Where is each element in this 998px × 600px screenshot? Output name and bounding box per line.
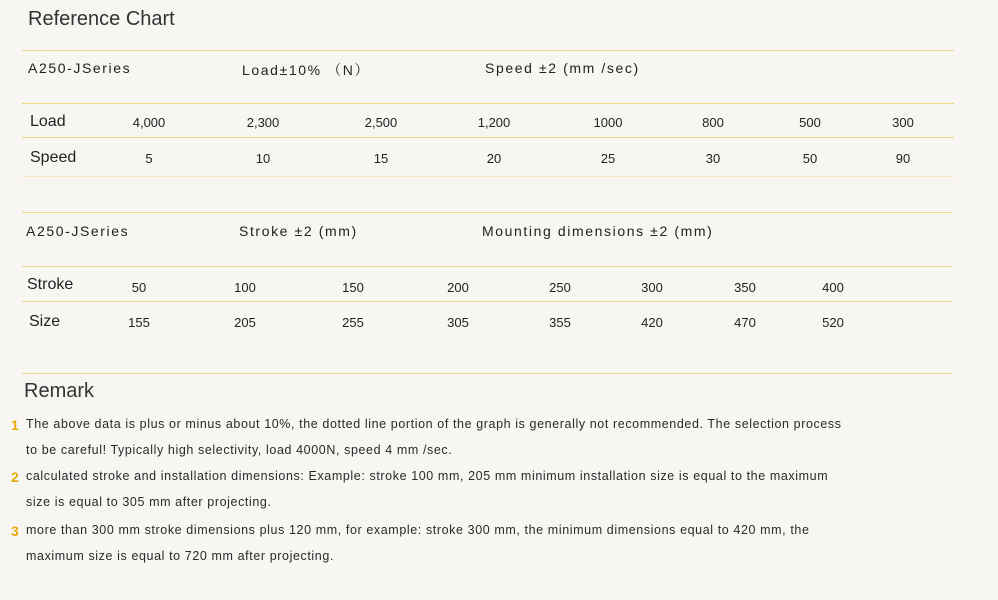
remark-3-line-2: maximum size is equal to 720 mm after projecting. — [26, 549, 334, 563]
load-value-cell: 2,300 — [246, 115, 280, 130]
remark-1-line-1: The above data is plus or minus about 10%, the dotted line portion of the graph is generally not recommended. The selection process — [26, 417, 842, 431]
table2-stroke-label: Stroke — [27, 276, 74, 293]
table1-mid-rule — [22, 137, 954, 138]
stroke-value-cell: 200 — [447, 280, 469, 295]
remark-title: Remark — [24, 380, 95, 402]
remark-1-number: 1 — [11, 417, 19, 433]
table2-series-header: A250-JSeries — [26, 223, 130, 239]
speed-value-cell: 50 — [802, 151, 818, 166]
speed-value-cell: 15 — [373, 151, 389, 166]
speed-value-cell: 20 — [486, 151, 502, 166]
size-value-cell: 355 — [549, 315, 571, 330]
stroke-value-cell: 250 — [549, 280, 571, 295]
remark-3-number: 3 — [11, 523, 19, 539]
size-value-cell: 155 — [128, 315, 150, 330]
load-value-cell: 800 — [702, 115, 724, 130]
speed-value-cell: 10 — [255, 151, 271, 166]
size-value-cell: 255 — [342, 315, 364, 330]
table2-stroke-header: Stroke ±2 (mm) — [239, 223, 358, 239]
remark-3-line-1: more than 300 mm stroke dimensions plus 120 mm, for example: stroke 300 mm, the minimum dimensions equal to 420 mm, the — [26, 523, 810, 537]
stroke-value-cell: 100 — [234, 280, 256, 295]
table2-mounting-header: Mounting dimensions ±2 (mm) — [482, 223, 714, 239]
load-value-cell: 4,000 — [132, 115, 166, 130]
stroke-value-cell: 350 — [734, 280, 756, 295]
load-value-cell: 1000 — [593, 115, 623, 130]
size-value-cell: 520 — [822, 315, 844, 330]
remark-1-line-2: to be careful! Typically high selectivity, load 4000N, speed 4 mm /sec. — [26, 443, 453, 457]
table2-top-rule — [22, 212, 952, 213]
remark-2-line-2: size is equal to 305 mm after projecting. — [26, 495, 272, 509]
remark-top-rule — [22, 373, 952, 374]
size-value-cell: 305 — [447, 315, 469, 330]
size-value-cell: 420 — [641, 315, 663, 330]
size-value-cell: 470 — [734, 315, 756, 330]
table2-header-rule — [22, 266, 952, 267]
stroke-value-cell: 400 — [822, 280, 844, 295]
remark-2-number: 2 — [11, 469, 19, 485]
table1-header-rule — [22, 103, 954, 104]
stroke-value-cell: 50 — [131, 280, 147, 295]
load-value-cell: 1,200 — [477, 115, 511, 130]
table1-load-label: Load — [30, 113, 66, 130]
load-value-cell: 500 — [799, 115, 821, 130]
table1-bottom-rule — [22, 176, 954, 177]
table2-size-label: Size — [29, 313, 61, 330]
table1-series-header: A250-JSeries — [28, 60, 132, 76]
remark-2-line-1: calculated stroke and installation dimensions: Example: stroke 100 mm, 205 mm minimum installation size is equal to the maximum — [26, 469, 829, 483]
page-title: Reference Chart — [28, 8, 175, 30]
stroke-value-cell: 300 — [641, 280, 663, 295]
speed-value-cell: 25 — [600, 151, 616, 166]
load-value-cell: 300 — [892, 115, 914, 130]
speed-value-cell: 5 — [145, 151, 153, 166]
load-value-cell: 2,500 — [364, 115, 398, 130]
stroke-value-cell: 150 — [342, 280, 364, 295]
speed-value-cell: 90 — [895, 151, 911, 166]
speed-value-cell: 30 — [705, 151, 721, 166]
table1-top-rule — [22, 50, 954, 51]
table1-speed-label: Speed — [30, 149, 77, 166]
size-value-cell: 205 — [234, 315, 256, 330]
table2-mid-rule — [22, 301, 952, 302]
table1-speed-header: Speed ±2 (mm /sec) — [485, 60, 640, 76]
table1-load-header: Load±10% （N） — [242, 62, 371, 78]
